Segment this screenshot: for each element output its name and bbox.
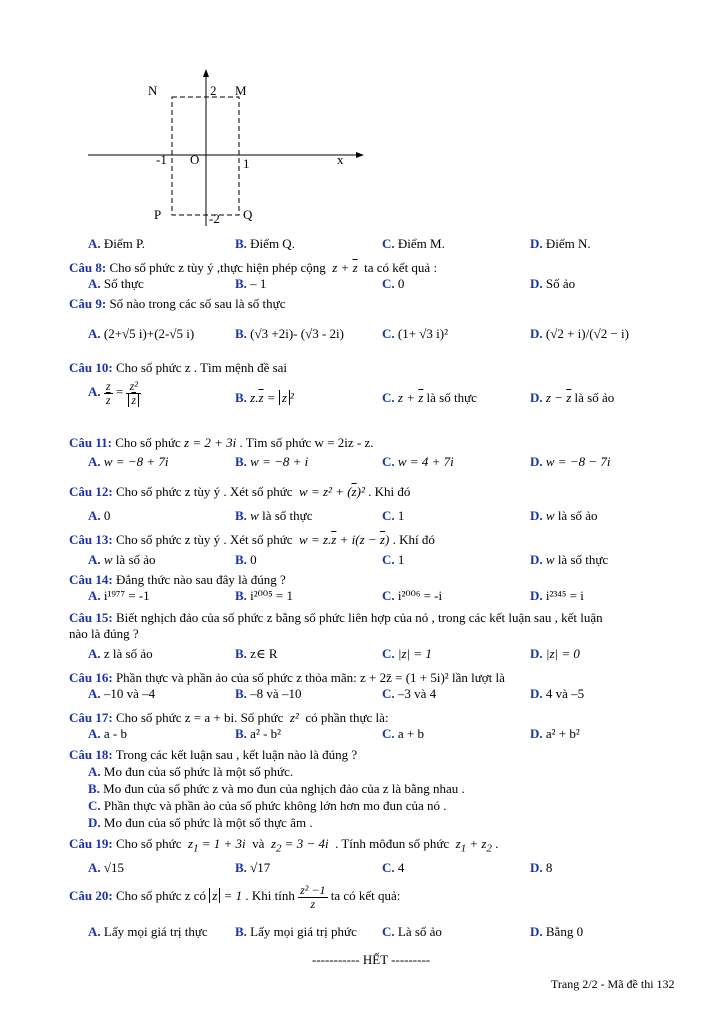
q18-option-a: A. Mo đun của số phức là một số phức. — [88, 764, 294, 779]
x-axis-arrow — [356, 152, 364, 158]
q16-option-c: C. –3 và 4 — [382, 686, 437, 701]
label-Q: Q — [243, 207, 253, 222]
page-footer: Trang 2/2 - Mã đề thi 132 — [551, 977, 675, 991]
q15-stem-line2: nào là đúng ? — [69, 626, 139, 641]
q15-option-c: C. |z| = 1 — [382, 646, 432, 661]
label-neg1: -1 — [156, 152, 167, 167]
q13-option-b: B. 0 — [235, 552, 257, 567]
q7-option-c: C. Điểm M. — [382, 236, 445, 251]
q13-stem: Câu 13: Cho số phức z tùy ý . Xét số phức $w = z.\overline{z} + i(z - \overline{z})$ . Khí đó — [69, 532, 435, 547]
q19-option-b: B. √17 — [235, 860, 271, 875]
q9-option-b: B. (√3 +2i)- (√3 - 2i) — [235, 326, 344, 341]
q13-option-c: C. 1 — [382, 552, 405, 567]
q16-option-b: B. –8 và –10 — [235, 686, 302, 701]
q8-option-d: D. Số ảo — [530, 276, 576, 291]
q8-option-b: B. – 1 — [235, 276, 267, 291]
q8-option-c: C. 0 — [382, 276, 405, 291]
q20-option-c: C. Là số ảo — [382, 924, 442, 939]
q16-option-d: D. 4 và –5 — [530, 686, 585, 701]
q20-option-a: A. Lấy mọi giá trị thực — [88, 924, 208, 939]
q7-option-b: B. Điểm Q. — [235, 236, 295, 251]
q17-stem: Câu 17: Cho số phức z = a + bi. Số phức z² có phần thực là: — [69, 710, 389, 725]
q10-option-c: C. $z + \overline{z}$ là số thực — [382, 390, 477, 405]
q7-option-a: A. Điểm P. — [88, 236, 146, 251]
q18-stem: Câu 18: Trong các kết luận sau , kết luận nào là đúng ? — [69, 747, 358, 762]
q18-option-d: D. Mo đun của số phức là một số thực âm . — [88, 815, 313, 830]
q15-stem: Câu 15: Biết nghịch đảo của số phức z bằng số phức liên hợp của nó , trong các kết luận sau , kết luận — [69, 610, 603, 625]
q19-option-a: A. √15 — [88, 860, 125, 875]
label-x: x — [337, 152, 344, 167]
q19-option-c: C. 4 — [382, 860, 405, 875]
q10-option-d: D. $z - \overline{z}$ là số ảo — [530, 390, 615, 405]
q17-option-d: D. a² + b² — [530, 726, 580, 741]
q15-option-d: D. |z| = 0 — [530, 646, 580, 661]
complex-plane-figure — [80, 66, 380, 236]
q9-option-c: C. (1+ √3 i)² — [382, 326, 449, 341]
q17-option-c: C. a + b — [382, 726, 424, 741]
q18-option-c: C. Phần thực và phần ảo của số phức không lớn hơn mo đun của nó . — [88, 798, 447, 813]
q8-option-a: A. Số thực — [88, 276, 144, 291]
q10-stem: Câu 10: Cho số phức z . Tìm mệnh đề sai — [69, 360, 288, 375]
label-N: N — [148, 83, 158, 98]
label-neg2: -2 — [209, 211, 220, 226]
q18-option-b: B. Mo đun của số phức z và mo đun của nghịch đảo của z là bằng nhau . — [88, 781, 465, 796]
q9-option-d: D. (√2 + i)/(√2 − i) — [530, 326, 629, 341]
q16-option-a: A. –10 và –4 — [88, 686, 156, 701]
q19-stem: Câu 19: Cho số phức $z_1 = 1 + 3i$ và $z_2 = 3 - 4i$ . Tính môđun số phức $z_1 + z_2$ . — [69, 836, 499, 855]
q17-option-b: B. a² - b² — [235, 726, 282, 741]
q15-option-b: B. z∈ R — [235, 646, 278, 661]
q12-option-a: A. 0 — [88, 508, 111, 523]
q12-option-d: D. w là số ảo — [530, 508, 598, 523]
q14-option-a: A. i¹⁹⁷⁷ = -1 — [88, 588, 150, 603]
y-axis-arrow — [203, 69, 209, 77]
q20-option-d: D. Bằng 0 — [530, 924, 584, 939]
q9-option-a: A. (2+√5 i)+(2-√5 i) — [88, 326, 195, 341]
q10-option-a: A. $\frac{z}{z}$ = $\frac{\text{z²}}{z}$ — [88, 380, 141, 406]
q11-option-b: B. w = −8 + i — [235, 454, 309, 469]
q12-option-b: B. w là số thực — [235, 508, 313, 523]
label-P: P — [154, 207, 162, 222]
q11-stem: Câu 11: Cho số phức z = 2 + 3i . Tìm số phức w = 2iz - z. — [69, 435, 374, 450]
label-2: 2 — [210, 83, 217, 98]
q20-option-b: B. Lấy mọi giá trị phức — [235, 924, 357, 939]
q16-stem: Câu 16: Phần thực và phần ảo của số phức z thỏa mãn: z + 2z̄ = (1 + 5i)² lần lượt là — [69, 670, 505, 685]
q9-stem: Câu 9: Số nào trong các số sau là số thực — [69, 296, 286, 311]
q10-option-b: B. $z.\overline{z} = z$ ² — [235, 390, 294, 405]
label-O: O — [190, 152, 200, 167]
q12-stem: Câu 12: Cho số phức z tùy ý . Xét số phức $w = z^2 + (\overline{z})^2$ . Khi đó — [69, 484, 411, 499]
q11-option-d: D. w = −8 − 7i — [530, 454, 611, 469]
q14-option-c: C. i²⁰⁰⁶ = -i — [382, 588, 443, 603]
end-marker: ----------- HẾT --------- — [312, 952, 431, 967]
q13-option-d: D. w là số thực — [530, 552, 609, 567]
label-M: M — [235, 83, 247, 98]
q15-option-a: A. z là số ảo — [88, 646, 153, 661]
q12-option-c: C. 1 — [382, 508, 405, 523]
q19-option-d: D. 8 — [530, 860, 553, 875]
q20-stem: Câu 20: Cho số phức z có z = 1 . Khi tính $\frac{\text{z² −1}}{z}$ ta có kết quả: — [69, 883, 401, 911]
q14-option-d: D. i²³⁴⁵ = i — [530, 588, 584, 603]
q11-option-a: A. w = −8 + 7i — [88, 454, 169, 469]
q7-option-d: D. Điểm N. — [530, 236, 591, 251]
q17-option-a: A. a - b — [88, 726, 127, 741]
q14-stem: Câu 14: Đẳng thức nào sau đây là đúng ? — [69, 572, 286, 587]
label-1: 1 — [243, 156, 250, 171]
q8-stem: Câu 8: Cho số phức z tùy ý ,thực hiện phép cộng $z + \overline{z}$ ta có kết quả : — [69, 260, 438, 275]
q11-option-c: C. w = 4 + 7i — [382, 454, 454, 469]
q13-option-a: A. w là số ảo — [88, 552, 156, 567]
q14-option-b: B. i²⁰⁰⁵ = 1 — [235, 588, 293, 603]
